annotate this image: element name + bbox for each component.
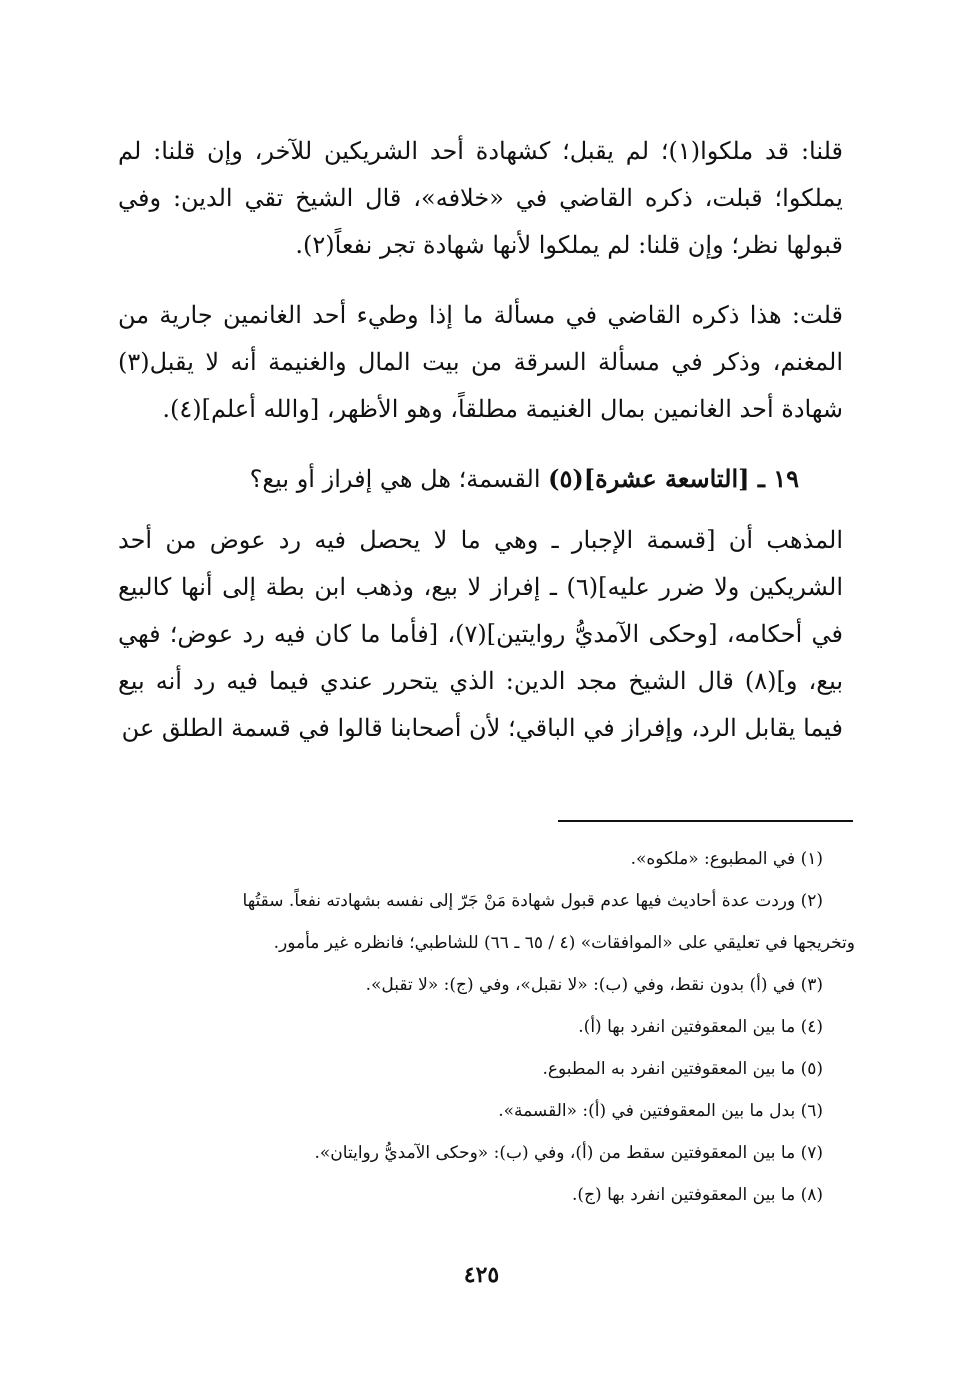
footnote-2: (٢) وردت عدة أحاديث فيها عدم قبول شهادة مَنْ جَرّ إلى نفسه بشهادته نفعاً. سقتُها [242, 891, 823, 911]
footnote-divider [558, 820, 853, 822]
footnotes [113, 838, 855, 1216]
paragraph-1: قلنا: قد ملكوا(١)؛ لم يقبل؛ كشهادة أحد الشريكين للآخر، وإن قلنا: لم يملكوا؛ قبلت، ذكره القاضي في «خلافه»، قال الشيخ تقي الدين: وفي قبولها نظر؛ وإن قلنا: لم يملكوا لأنها شهادة تجر نفعاً(٢). [118, 137, 844, 259]
footnote-8: (٨) ما بين المعقوفتين انفرد بها (ج). [572, 1185, 823, 1205]
page-number: ٤٢٥ [463, 1262, 500, 1288]
paragraph-3: المذهب أن [قسمة الإجبار ـ وهي ما لا يحصل فيه رد عوض من أحد الشريكين ولا ضرر عليه](٦) ـ إفراز لا بيع، وذهب ابن بطة إلى أنها كالبيع في أحكامه، [وحكى الآمديُّ روايتين](٧)، [فأما ما كان فيه رد عوض؛ فهي بيع، و](٨) قال الشيخ مجد الدين: الذي يتحرر عندي فيما فيه رد أنه بيع فيما يقابل الرد، وإفراز في الباقي؛ لأن أصحابنا قالوا في قسمة الطلق عن [118, 526, 843, 742]
footnote-2-continued: وتخريجها في تعليقي على «الموافقات» (٤ / ٦٥ ـ ٦٦) للشاطبي؛ فانظره غير مأمور. [273, 933, 855, 953]
section-heading [118, 455, 843, 503]
footnote-3: (٣) في (أ) بدون نقط، وفي (ب): «لا نقبل»، وفي (ج): «لا تقبل». [365, 975, 823, 995]
section-heading-title: القسمة؛ هل هي إفراز أو بيع؟ [249, 465, 549, 493]
footnote-7: (٧) ما بين المعقوفتين سقط من (أ)، وفي (ب): «وحكى الآمديُّ روايتان». [314, 1143, 823, 1163]
footnote-5: (٥) ما بين المعقوفتين انفرد به المطبوع. [542, 1059, 823, 1079]
main-text [118, 128, 843, 752]
footnote-4: (٤) ما بين المعقوفتين انفرد بها (أ). [578, 1017, 823, 1037]
footnote-6: (٦) بدل ما بين المعقوفتين في (أ): «القسمة». [498, 1101, 823, 1121]
footnote-1: (١) في المطبوع: «ملكوه». [630, 849, 823, 869]
section-heading-number: ١٩ ـ [التاسعة عشرة](٥) [548, 464, 799, 493]
paragraph-2: قلت: هذا ذكره القاضي في مسألة ما إذا وطيء أحد الغانمين جارية من المغنم، وذكر في مسألة السرقة من بيت المال والغنيمة أنه لا يقبل(٣) شهادة أحد الغانمين بمال الغنيمة مطلقاً، وهو الأظهر، [والله أعلم](٤). [118, 301, 843, 423]
